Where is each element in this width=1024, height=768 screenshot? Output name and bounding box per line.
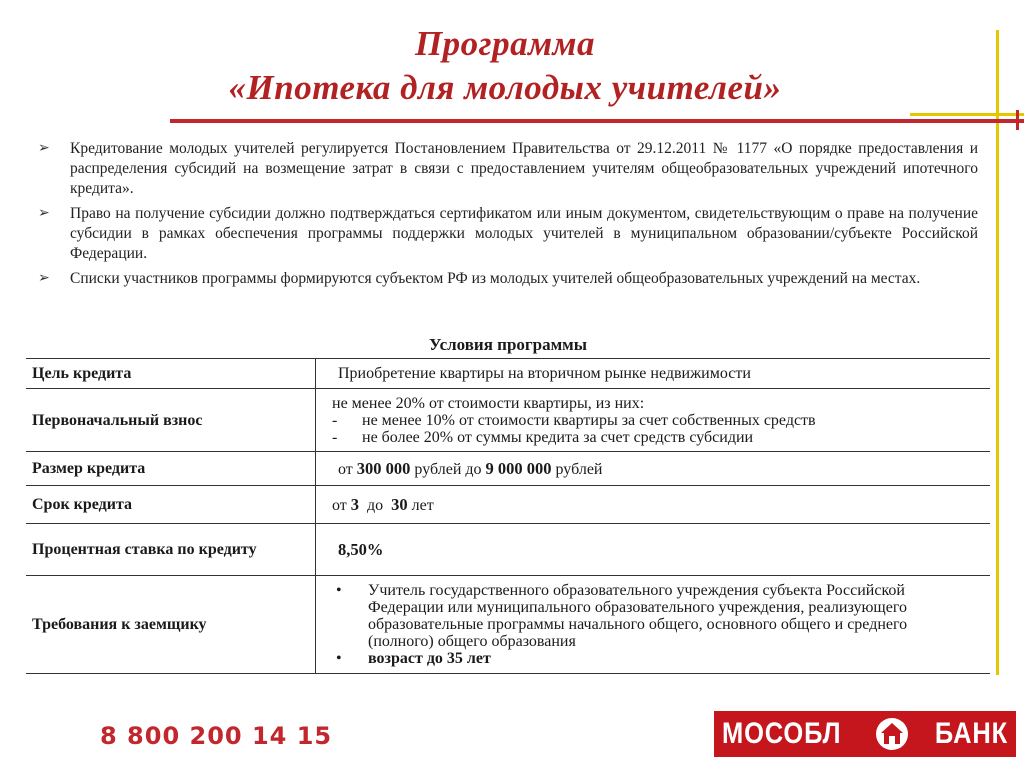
mosoblbank-logo [714, 711, 1016, 757]
arrow-bullet-icon: ➢ [38, 271, 50, 286]
term-unit: лет [411, 496, 434, 514]
bullet-item [38, 269, 978, 289]
bullet-dot: • [336, 650, 342, 667]
term-min: 3 [350, 494, 360, 514]
term-to: до [367, 496, 384, 514]
row-value-term [316, 496, 990, 514]
row-label-down-payment: Первоначальный взнос [26, 389, 316, 452]
amount-from: от [338, 460, 353, 478]
amount-unit-to: рублей до [414, 460, 482, 478]
requirement-item: возраст до 35 лет [368, 650, 491, 667]
row-label-rate: Процентная ставка по кредиту [26, 524, 316, 576]
term-from: от [332, 496, 347, 514]
row-label-purpose: Цель кредита [26, 359, 316, 389]
row-label-term: Срок кредита [26, 486, 316, 524]
row-label-amount: Размер кредита [26, 452, 316, 486]
decor-horizontal-red-line [170, 119, 1024, 123]
title-line-1: Программа [414, 24, 596, 63]
bullet-text: Кредитование молодых учителей регулируется Постановлением Правительства от 29.12.2011 № 1177 «О порядке предоставления и распределения субсидий на возмещение затрат в связи с предоставлением учителям общеобразовательных учреждений ипотечного кредита». [70, 140, 978, 197]
conditions-table [26, 358, 990, 674]
title-line-2: «Ипотека для молодых учителей» [228, 68, 782, 107]
bullet-item [38, 139, 978, 199]
row-value-purpose: Приобретение квартиры на вторичном рынке недвижимости [338, 365, 751, 382]
decor-vertical-red-line [1016, 110, 1019, 130]
logo-text-left: МОСОБЛ [722, 717, 842, 750]
intro-bullet-list [38, 139, 978, 294]
arrow-bullet-icon: ➢ [38, 141, 50, 156]
down-payment-item: не менее 10% от стоимости квартиры за счет собственных средств [362, 411, 816, 429]
table-row [26, 452, 990, 486]
dash-marker: - [332, 428, 338, 446]
amount-min: 300 000 [356, 458, 411, 478]
table-row [26, 486, 990, 524]
row-label-requirements: Требования к заемщику [26, 576, 316, 674]
down-payment-details [316, 395, 990, 446]
amount-max: 9 000 000 [485, 458, 552, 478]
table-row [26, 359, 990, 389]
row-value-amount [316, 460, 990, 478]
term-max: 30 [391, 494, 408, 514]
conditions-table-title: Условия программы [428, 335, 588, 354]
bullet-text: Списки участников программы формируются субъектом РФ из молодых учителей общеобразовательных учреждений на местах. [70, 270, 921, 287]
requirement-item: Учитель государственного образовательного учреждения субъекта Российской Федерации или муниципального образовательного учреждения, реализующего образовательные программы начального общего, основного общего и среднего (полного) общего образования [368, 582, 908, 650]
table-row [26, 524, 990, 576]
table-row [26, 576, 990, 674]
logo-text-right: БАНК [934, 717, 1008, 750]
dash-marker: - [332, 411, 338, 429]
down-payment-item: не более 20% от суммы кредита за счет средств субсидии [362, 428, 754, 446]
amount-unit: рублей [555, 460, 603, 478]
slide-title [0, 22, 1010, 110]
hotline-phone: 8 800 200 14 15 [100, 722, 333, 750]
down-payment-intro: не менее 20% от стоимости квартиры, из них: [332, 394, 645, 412]
bullet-item [38, 204, 978, 264]
bullet-dot: • [336, 582, 342, 599]
arrow-bullet-icon: ➢ [38, 206, 50, 221]
bullet-text: Право на получение субсидии должно подтверждаться сертификатом или иным документом, свидетельствующим о праве на получение субсидии в рамках обеспечения программы поддержки молодых учителей в муниципальном образовании/субъекте Российской Федерации. [70, 205, 978, 262]
requirements-list [316, 582, 990, 667]
row-value-rate: 8,50% [338, 539, 384, 559]
table-row [26, 389, 990, 452]
house-emblem-icon [875, 717, 909, 751]
decor-horizontal-gold-line [910, 113, 1024, 116]
